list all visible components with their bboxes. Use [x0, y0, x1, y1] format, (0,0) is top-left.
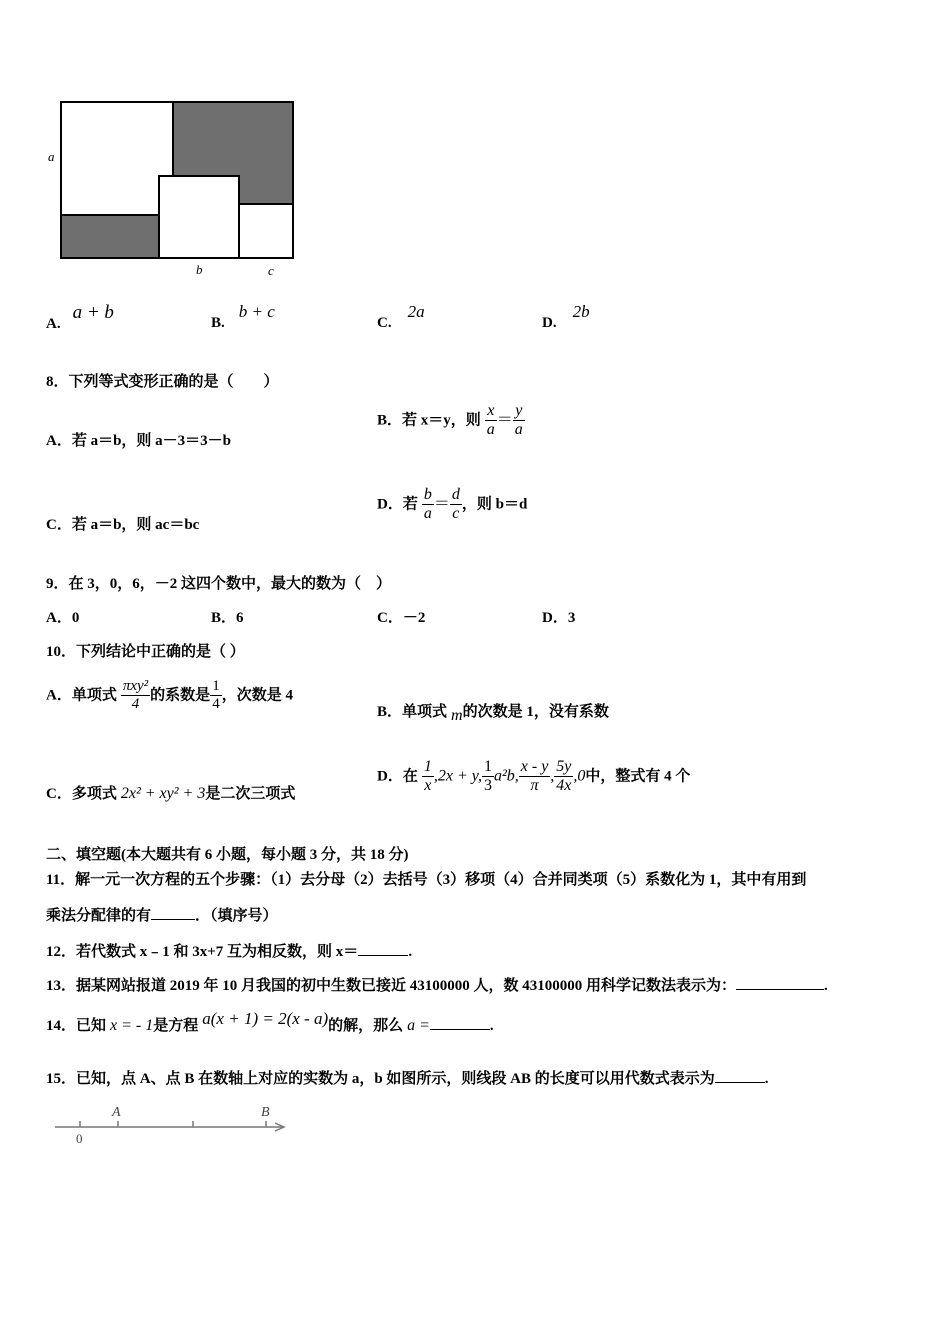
q12: 12．若代数式 x﹣1 和 3x+7 互为相反数，则 x＝ .: [46, 944, 413, 960]
square-b: [159, 176, 239, 258]
q15-answer-blank[interactable]: [715, 1082, 765, 1083]
q9-option-b: B．6: [211, 610, 244, 626]
number-line: [50, 1100, 300, 1150]
q8-option-b: B．若 x＝y，则 $\frac{x}{a}$ ＝ $\frac{y}{a}$: [377, 402, 523, 439]
q8-stem: 8．下列等式变形正确的是（ ）: [46, 374, 279, 390]
q9-option-a: A．0: [46, 610, 80, 626]
q15: 15．已知，点 A、点 B 在数轴上对应的实数为 a，b 如图所示，则线段 AB 的长度可以用代数式表示为 .: [46, 1071, 769, 1087]
frac-5y-over-4x: $\frac{5y}{4x}$: [556, 758, 572, 795]
frac-y-over-a: $\frac{y}{a}$: [514, 402, 523, 439]
frac-d-over-c: $\frac{d}{c}$: [451, 486, 460, 523]
q10-option-c: C．多项式 2x² + xy² + 3是二次三项式: [46, 785, 296, 802]
frac-1-over-x: $\frac{1}{x}$: [423, 758, 432, 795]
square-a: [61, 102, 173, 215]
frac-1-over-4: $\frac{1}{4}$: [212, 678, 220, 713]
label-a: a: [48, 149, 55, 164]
q7-option-d: D. 2b: [542, 302, 590, 331]
label-B: B: [261, 1105, 270, 1120]
label-c: c: [268, 263, 274, 278]
section-2-title: 二、填空题(本大题共有 6 小题，每小题 3 分，共 18 分): [46, 847, 409, 863]
q8-option-c: C．若 a＝b，则 ac＝bc: [46, 517, 200, 533]
q7-option-c: C. 2a: [377, 302, 425, 331]
q14-answer-blank[interactable]: [430, 1029, 490, 1030]
q7-option-b: B. b + c: [211, 302, 275, 331]
q14: 14．已知 x = - 1是方程 a(x + 1) = 2(x - a)的解，那么 a = .: [46, 1009, 494, 1034]
square-c: [239, 204, 293, 258]
q7-option-a: A. a + b: [46, 302, 114, 332]
frac-x-minus-y-over-pi: $\frac{x - y}{\pi}$: [520, 758, 549, 795]
shaded-region-bottom-left: [61, 215, 159, 258]
frac-b-over-a: $\frac{b}{a}$: [423, 486, 432, 523]
frac-x-over-a: $\frac{x}{a}$: [486, 402, 495, 439]
label-A: A: [112, 1105, 121, 1120]
q13-answer-blank[interactable]: [736, 989, 824, 990]
q12-answer-blank[interactable]: [358, 955, 408, 956]
q10-option-a: A．单项式 $\frac{\text{πxy²}}{4}$ 的系数是 $\frac{1}{4}$ ，次数是 4: [46, 678, 293, 713]
label-0: 0: [76, 1131, 83, 1146]
q11-line2: 乘法分配律的有 ．（填序号）: [46, 908, 278, 924]
rectangle-diagram: [44, 95, 304, 285]
frac-1-over-3: $\frac{1}{3}$: [483, 758, 492, 795]
q11-answer-blank[interactable]: [151, 919, 195, 920]
q11-line1: 11．解一元一次方程的五个步骤：（1）去分母（2）去括号（3）移项（4）合并同类项（5）系数化为 1，其中有用到: [46, 872, 807, 888]
q8-option-a: A．若 a＝b，则 a－3＝3－b: [46, 433, 232, 449]
q9-option-c: C．－2: [377, 610, 426, 626]
q10-option-d: D．在 $\frac{1}{x}$ ,2x + y, $\frac{1}{3}$ a²b, $\frac{x - y}{\pi}$ , $\frac{5y}{4x}$ ,0中，整式有 4 个: [377, 758, 691, 795]
frac-pi-xy2-over-4: $\frac{\text{πxy²}}{4}$: [122, 678, 149, 713]
label-b: b: [196, 262, 203, 277]
q10-stem: 10．下列结论中正确的是（ ）: [46, 644, 245, 660]
q10-option-b: B．单项式 m的次数是 1，没有系数: [377, 704, 609, 724]
q8-option-d: D．若 $\frac{b}{a}$ ＝ $\frac{d}{c}$ ，则 b＝d: [377, 486, 528, 523]
q13: 13．据某网站报道 2019 年 10 月我国的初中生数已接近 43100000 人，数 43100000 用科学记数法表示为： .: [46, 978, 828, 994]
q9-stem: 9．在 3，0，6，－2 这四个数中，最大的数为（ ）: [46, 576, 392, 592]
q9-option-d: D．3: [542, 610, 576, 626]
